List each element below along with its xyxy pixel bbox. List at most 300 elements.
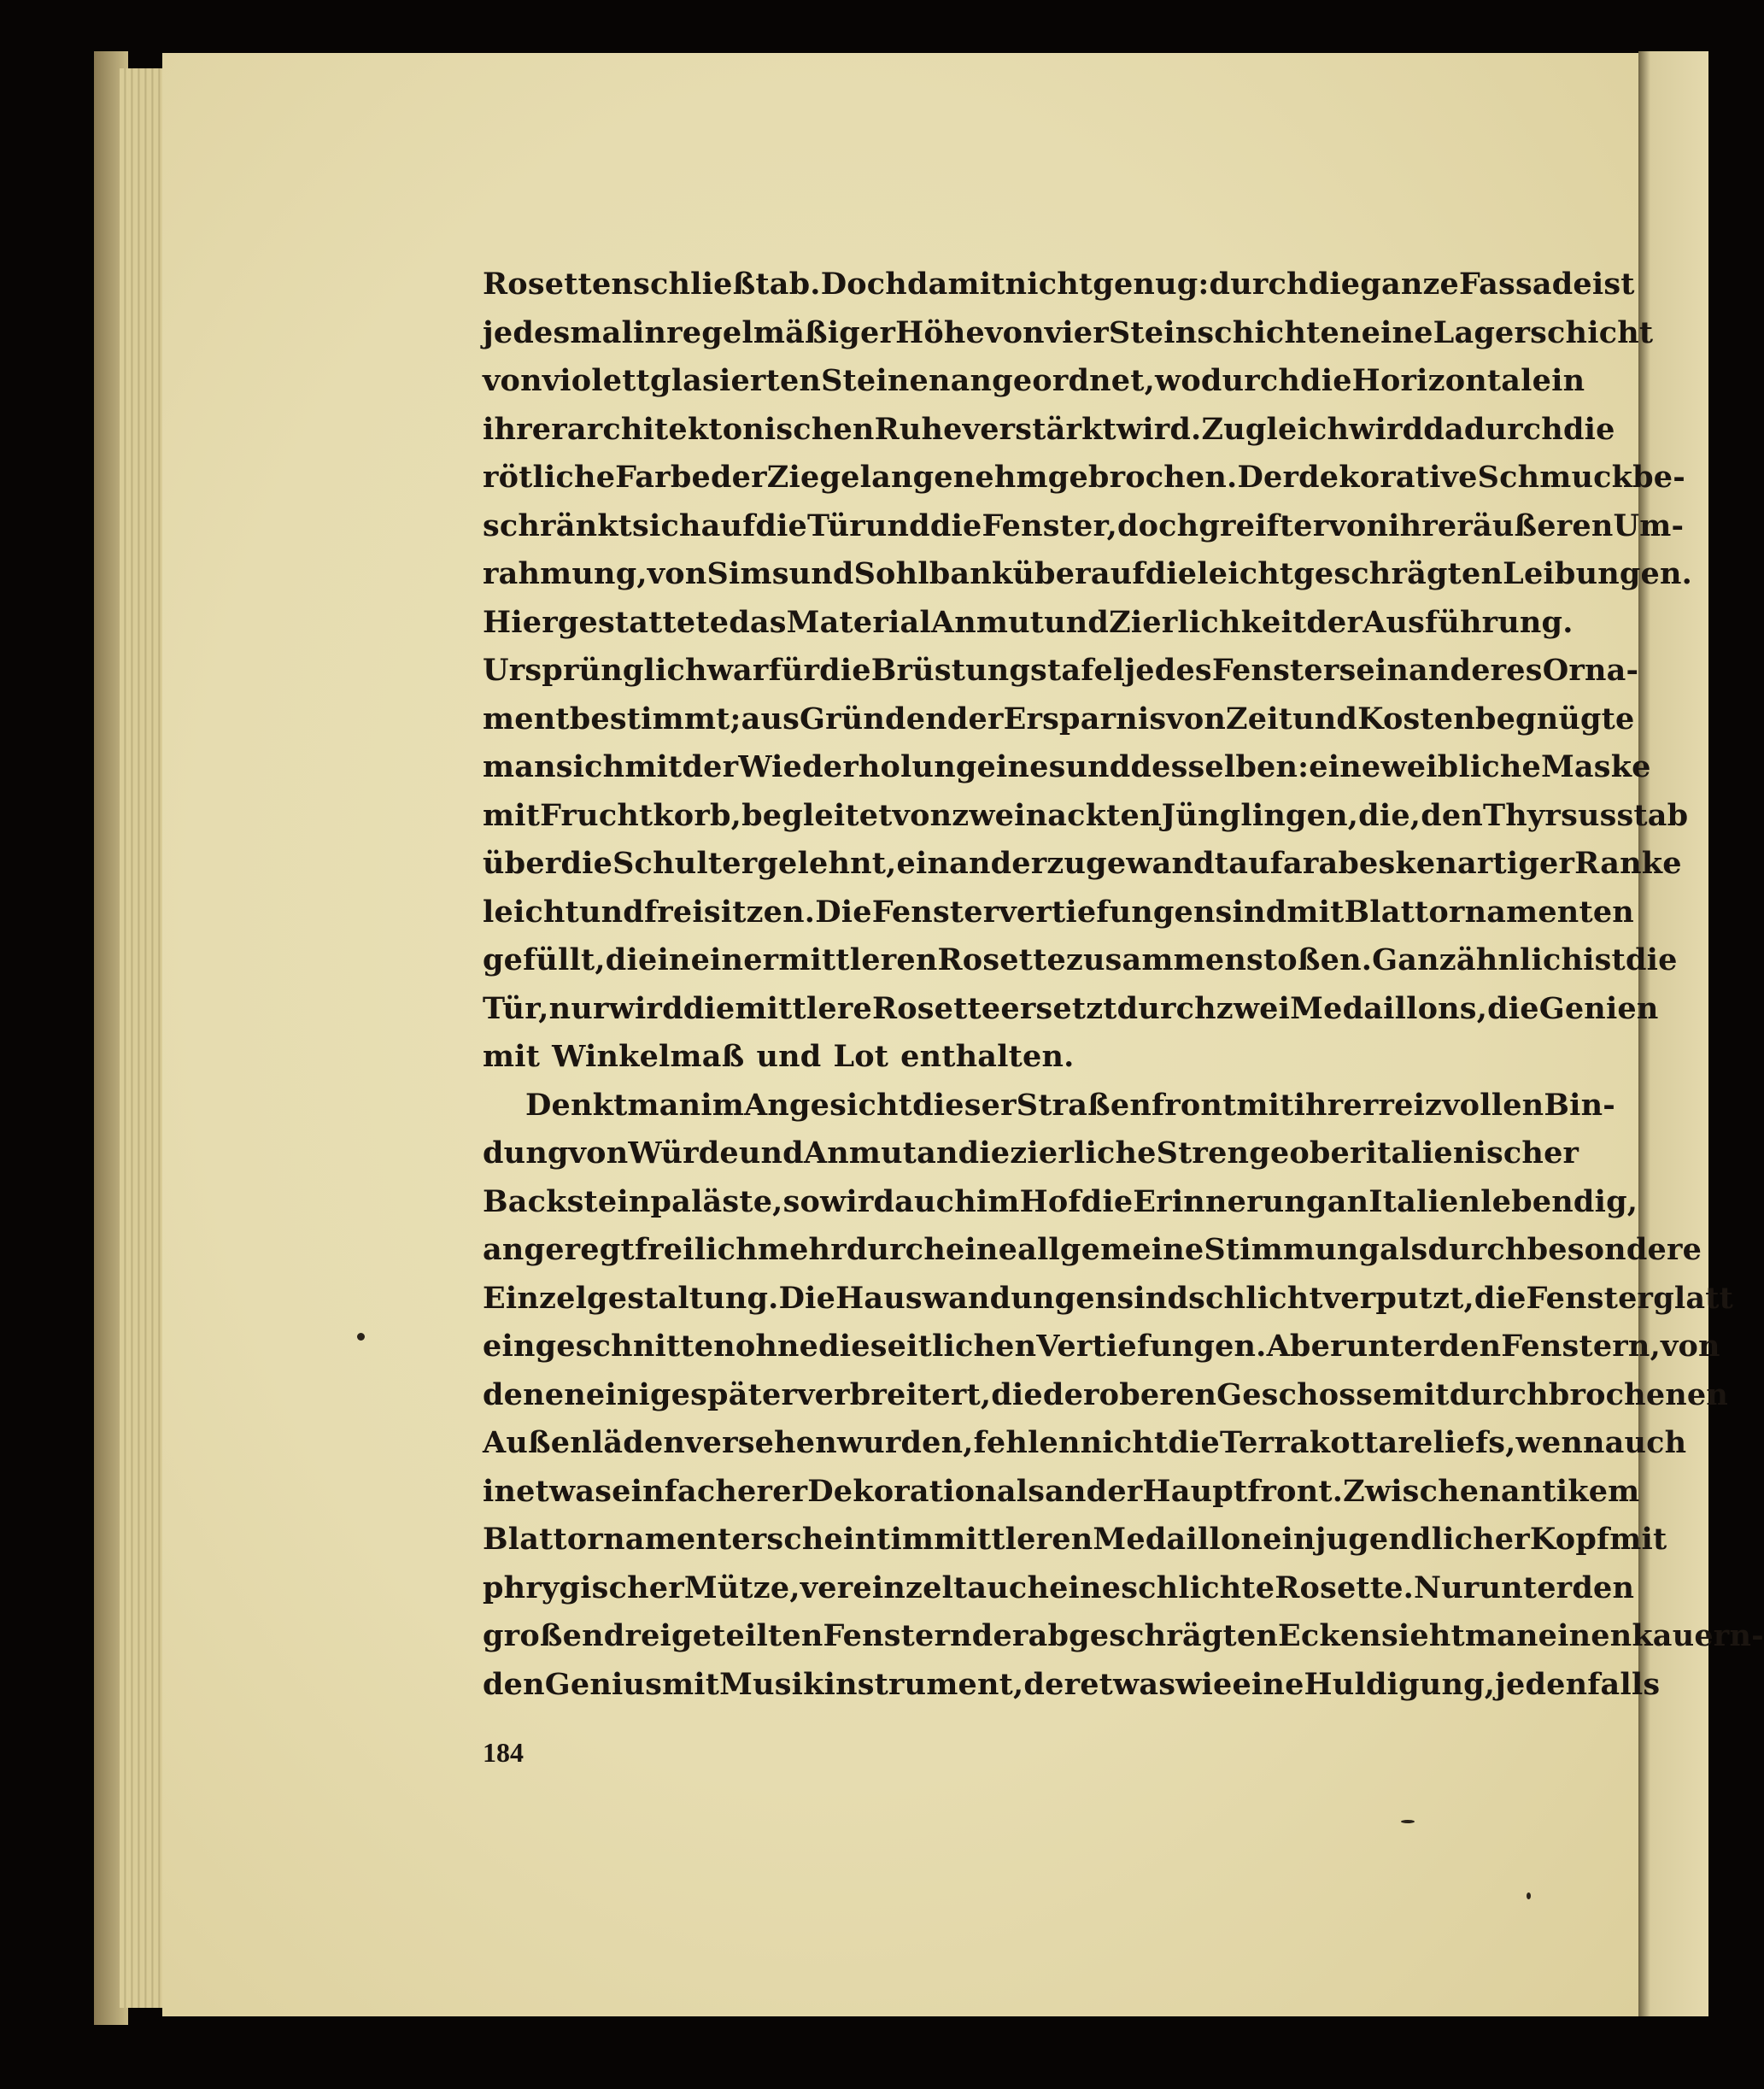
word: in xyxy=(483,1473,517,1509)
word: nicht xyxy=(1005,267,1093,302)
word: Genien xyxy=(1538,990,1659,1026)
word: eine xyxy=(1232,1666,1304,1702)
word: großen xyxy=(483,1618,604,1653)
word: Leibungen. xyxy=(1503,556,1693,591)
word: mit xyxy=(1236,1087,1294,1123)
word: glatt xyxy=(1653,1280,1733,1316)
word: Fenstervertiefungen xyxy=(871,894,1216,930)
word: im xyxy=(700,1087,744,1123)
word: Anmut xyxy=(930,604,1045,640)
word: Hauptfront. xyxy=(1142,1473,1344,1509)
word: ohne xyxy=(735,1329,819,1364)
word: von xyxy=(483,363,542,398)
word: der xyxy=(1306,604,1363,640)
word: die xyxy=(560,846,613,881)
word: Gründen xyxy=(800,701,947,736)
word: Orna- xyxy=(1542,653,1639,688)
text-line xyxy=(483,1130,1579,1178)
word: mit xyxy=(662,1666,720,1702)
word: die xyxy=(1308,267,1361,302)
text-line xyxy=(483,1516,1667,1564)
word: Wiederholung xyxy=(738,749,977,784)
text-line xyxy=(483,695,1635,744)
word: reizvollen xyxy=(1378,1087,1544,1123)
word: und xyxy=(579,894,644,930)
word: in xyxy=(657,942,691,977)
word: auch xyxy=(967,1570,1050,1605)
text-line xyxy=(483,647,1639,695)
text-line xyxy=(483,1661,1661,1710)
word: sind xyxy=(1215,894,1287,930)
word: an xyxy=(1327,1183,1369,1219)
word: Medaillon xyxy=(1093,1522,1263,1557)
word: der xyxy=(1086,1473,1143,1509)
word: den xyxy=(483,1666,545,1702)
word: ist xyxy=(1583,942,1626,977)
word: an xyxy=(917,1135,958,1171)
word: Medaillons, xyxy=(1290,990,1488,1026)
word: die xyxy=(1474,1280,1527,1316)
word: ganze xyxy=(1360,267,1460,302)
word: zusammenstoßen. xyxy=(1065,942,1373,977)
word: Fenstern xyxy=(823,1618,972,1653)
text-line xyxy=(483,889,1634,937)
word: auch xyxy=(1604,1425,1687,1460)
word: Italien xyxy=(1368,1183,1481,1219)
word: Steinen xyxy=(821,363,951,398)
word: mit xyxy=(483,1039,541,1074)
word: Doch xyxy=(820,267,907,302)
word: durch xyxy=(1427,1232,1527,1267)
word: bestimmt; xyxy=(569,701,741,736)
word: Horizontale xyxy=(1351,363,1552,398)
word: die xyxy=(929,508,982,543)
word: Ursprünglich xyxy=(483,653,707,688)
word: wodurch xyxy=(1155,363,1301,398)
word: Außenläden xyxy=(483,1425,686,1460)
word: ihrer xyxy=(1388,508,1473,543)
word: auf xyxy=(700,508,756,543)
word: an xyxy=(1045,1473,1087,1509)
word: Der xyxy=(1237,460,1299,495)
word: jugendlicher xyxy=(1315,1522,1530,1557)
word: Thyrsusstab xyxy=(1483,797,1689,833)
word: violett xyxy=(542,363,651,398)
word: leicht xyxy=(483,894,579,930)
word: angeregt xyxy=(483,1232,635,1267)
word: man xyxy=(1464,1618,1538,1653)
word: genug: xyxy=(1093,267,1210,302)
word: von xyxy=(892,797,952,833)
word: sich xyxy=(555,749,625,784)
word: ein xyxy=(1263,1522,1316,1557)
word: und xyxy=(756,1039,822,1074)
word: Ausführung. xyxy=(1363,604,1574,640)
word: im xyxy=(976,1183,1020,1219)
word: Steinschichten xyxy=(1108,314,1362,350)
word: mehr xyxy=(757,1232,847,1267)
word: sind xyxy=(1116,1280,1189,1316)
word: Geschosse xyxy=(1216,1376,1392,1412)
word: arabeskenartiger xyxy=(1282,846,1575,881)
word: ab. xyxy=(769,267,821,302)
word: jedenfalls xyxy=(1495,1666,1661,1702)
word: unter xyxy=(1479,1570,1573,1605)
word: Rosetten xyxy=(483,267,634,302)
word: Rosette xyxy=(871,990,1001,1026)
word: und xyxy=(788,556,854,591)
word: Mütze, xyxy=(683,1570,800,1605)
word: dreigeteilten xyxy=(603,1618,823,1653)
word: Hof xyxy=(1019,1183,1081,1219)
word: Brüstungstafel xyxy=(870,653,1125,688)
word: Nur xyxy=(1414,1570,1480,1605)
word: zugewandt xyxy=(1046,846,1229,881)
word: glasierten xyxy=(650,363,822,398)
word: die xyxy=(1145,556,1198,591)
word: den xyxy=(1439,1329,1502,1364)
word: Zugleich xyxy=(1201,411,1350,447)
word: als xyxy=(996,1473,1046,1509)
word: im xyxy=(890,1522,935,1557)
word: Genius xyxy=(544,1666,663,1702)
word: angenehm xyxy=(871,460,1048,495)
word: kauern- xyxy=(1632,1618,1764,1653)
text-line xyxy=(483,1564,1635,1613)
word: ersetzt xyxy=(1000,990,1117,1026)
word: gefüllt, xyxy=(483,942,606,977)
word: Straßenfront xyxy=(1016,1087,1237,1123)
word: wenn xyxy=(1515,1425,1605,1460)
word: Erinnerung xyxy=(1133,1183,1327,1219)
word: oberen xyxy=(1099,1376,1217,1412)
word: Die xyxy=(778,1280,836,1316)
word: greift xyxy=(1198,508,1294,543)
word: aus xyxy=(741,701,800,736)
word: be- xyxy=(1632,460,1685,495)
word: Anmut xyxy=(803,1135,917,1171)
word: Material xyxy=(786,604,931,640)
text-line xyxy=(483,936,1678,985)
word: den xyxy=(1572,1570,1635,1605)
text-line xyxy=(483,502,1685,551)
word: war xyxy=(706,653,769,688)
word: jedesmal xyxy=(483,314,633,350)
word: Blattornamenten xyxy=(1344,894,1634,930)
word: schlichte xyxy=(1121,1570,1275,1605)
word: die xyxy=(1487,990,1539,1026)
word: später xyxy=(690,1376,798,1412)
word: schließt xyxy=(633,267,770,302)
word: antikem xyxy=(1500,1473,1640,1509)
word: Jünglingen, xyxy=(1161,797,1359,833)
word: architektonischen xyxy=(566,411,875,447)
word: abgeschrägten xyxy=(1028,1618,1278,1653)
word: angeordnet, xyxy=(950,363,1156,398)
word: Um- xyxy=(1613,508,1685,543)
word: Rosette xyxy=(937,942,1066,977)
word: einfacherer xyxy=(612,1473,808,1509)
word: ähnlich xyxy=(1456,942,1584,977)
word: Blattornament xyxy=(483,1522,732,1557)
word: wurden, xyxy=(836,1425,974,1460)
word: die xyxy=(1625,942,1678,977)
word: eingeschnitten xyxy=(483,1329,735,1364)
word: zierliche xyxy=(1010,1135,1157,1171)
word: Fenstern, xyxy=(1501,1329,1661,1364)
word: Ersparnis xyxy=(1003,701,1167,736)
word: der xyxy=(971,1618,1029,1653)
word: die, xyxy=(1358,797,1421,833)
word: dadurch xyxy=(1423,411,1563,447)
word: erscheint xyxy=(731,1522,891,1557)
word: Fenster xyxy=(1526,1280,1654,1316)
word: leicht xyxy=(1197,556,1294,591)
word: die xyxy=(958,1135,1011,1171)
word: äußeren xyxy=(1472,508,1614,543)
word: in xyxy=(633,314,667,350)
body-text xyxy=(483,261,1764,1709)
word: Zwischen xyxy=(1343,1473,1501,1509)
word: desselben: xyxy=(1130,749,1310,784)
word: und xyxy=(864,508,930,543)
word: eine xyxy=(1361,314,1433,350)
word: gelehnt, xyxy=(757,846,897,881)
word: vereinzelt xyxy=(800,1570,968,1605)
word: Höhe xyxy=(895,314,986,350)
word: verputzt, xyxy=(1322,1280,1474,1316)
word: für xyxy=(768,653,820,688)
word: unter xyxy=(1345,1329,1439,1364)
word: wie xyxy=(1175,1666,1233,1702)
text-line xyxy=(483,840,1682,889)
word: Fenster, xyxy=(982,508,1117,543)
word: Zeit xyxy=(1226,701,1293,736)
word: von xyxy=(647,556,707,591)
word: Schulter xyxy=(612,846,758,881)
word: Farbe xyxy=(615,460,711,495)
word: der xyxy=(710,460,767,495)
word: Stimmung xyxy=(1204,1232,1380,1267)
word: wird. xyxy=(1116,411,1202,447)
text-line xyxy=(483,1226,1702,1275)
word: mit xyxy=(1609,1522,1667,1557)
word: eine xyxy=(945,1232,1018,1267)
word: Huldigung, xyxy=(1304,1666,1496,1702)
word: eines xyxy=(976,749,1066,784)
word: die xyxy=(1081,1183,1134,1219)
word: Ganz xyxy=(1372,942,1456,977)
word: Ruhe xyxy=(874,411,963,447)
word: die xyxy=(1300,363,1352,398)
word: von xyxy=(1328,508,1389,543)
word: mittlere xyxy=(735,990,872,1026)
word: ihrer xyxy=(483,411,567,447)
word: die xyxy=(1168,1425,1220,1460)
paper-speck xyxy=(357,1333,365,1341)
word: über xyxy=(1012,556,1091,591)
text-line xyxy=(483,792,1689,841)
word: Fensters xyxy=(1211,653,1357,688)
word: durch xyxy=(1116,990,1216,1026)
word: Vertiefungen. xyxy=(1036,1329,1267,1364)
word: allgemeine xyxy=(1017,1232,1204,1267)
word: verstärkt xyxy=(962,411,1116,447)
text-line xyxy=(483,1612,1764,1661)
word: auch xyxy=(894,1183,976,1219)
word: Würde xyxy=(628,1135,739,1171)
word: Ecken xyxy=(1278,1618,1381,1653)
word: auf xyxy=(1090,556,1146,591)
word: wird xyxy=(1349,411,1424,447)
word: die xyxy=(1562,411,1615,447)
word: der xyxy=(1023,1666,1081,1702)
word: schränkt xyxy=(483,508,633,543)
word: Ziegel xyxy=(766,460,872,495)
word: Winkelmaß xyxy=(552,1039,745,1074)
word: Sims xyxy=(706,556,789,591)
text-line xyxy=(483,309,1654,358)
text-line xyxy=(483,261,1635,309)
word: damit xyxy=(906,267,1005,302)
word: von xyxy=(1166,701,1227,736)
word: ist xyxy=(1591,267,1635,302)
text-line xyxy=(483,985,1659,1034)
word: so xyxy=(782,1183,821,1219)
word: einer xyxy=(690,942,779,977)
word: sitzen. xyxy=(703,894,816,930)
word: von xyxy=(985,314,1045,350)
word: doch xyxy=(1116,508,1199,543)
word: begnügte xyxy=(1474,701,1635,736)
word: als xyxy=(1380,1232,1428,1267)
text-line xyxy=(483,1419,1687,1468)
word: mittleren xyxy=(934,1522,1093,1557)
word: einige xyxy=(585,1376,691,1412)
word: mit xyxy=(483,797,541,833)
text-line xyxy=(483,1323,1720,1371)
word: mit xyxy=(624,749,683,784)
word: und xyxy=(1044,604,1110,640)
word: wird xyxy=(608,990,683,1026)
word: Lot xyxy=(833,1039,889,1074)
text-line xyxy=(483,1275,1733,1323)
text-line xyxy=(483,599,1574,648)
word: Einzelgestaltung. xyxy=(483,1280,779,1316)
text-line xyxy=(483,406,1615,455)
text-line xyxy=(483,1033,1478,1082)
word: man xyxy=(483,749,556,784)
word: über xyxy=(483,846,561,881)
word: Denkt xyxy=(525,1087,628,1123)
word: von xyxy=(568,1135,629,1171)
word: ihrer xyxy=(1293,1087,1379,1123)
word: dung xyxy=(483,1135,569,1171)
word: enthalten. xyxy=(900,1039,1075,1074)
word: fehlen xyxy=(973,1425,1081,1460)
word: Hier xyxy=(483,604,558,640)
text-line xyxy=(483,454,1685,502)
word: Kosten xyxy=(1357,701,1475,736)
word: in xyxy=(1551,363,1585,398)
word: Angesicht xyxy=(743,1087,913,1123)
word: man xyxy=(627,1087,701,1123)
word: denen xyxy=(483,1376,586,1412)
word: sich xyxy=(632,508,701,543)
word: gestattete xyxy=(557,604,730,640)
word: und xyxy=(1065,749,1131,784)
word: geschrägten xyxy=(1293,556,1503,591)
word: gebrochen. xyxy=(1047,460,1238,495)
word: Die xyxy=(815,894,872,930)
word: Bin- xyxy=(1544,1087,1615,1123)
word: Aber xyxy=(1266,1329,1346,1364)
word: durch xyxy=(1209,267,1309,302)
word: Lagerschicht xyxy=(1433,314,1654,350)
word: er xyxy=(1293,508,1329,543)
word: und xyxy=(738,1135,804,1171)
word: schlicht xyxy=(1188,1280,1323,1316)
word: Schmuck xyxy=(1477,460,1633,495)
text-line xyxy=(483,1371,1729,1420)
word: der xyxy=(682,749,739,784)
word: rahmung, xyxy=(483,556,648,591)
word: oberitalienischer xyxy=(1289,1135,1579,1171)
word: mittleren xyxy=(778,942,938,977)
word: weibliche xyxy=(1380,749,1541,784)
word: Terrakottareliefs, xyxy=(1219,1425,1516,1460)
word: besondere xyxy=(1527,1232,1702,1267)
word: einander xyxy=(896,846,1047,881)
word: freilich xyxy=(634,1232,758,1267)
word: der xyxy=(946,701,1004,736)
word: die xyxy=(991,1376,1043,1412)
word: ment xyxy=(483,701,570,736)
word: den xyxy=(1421,797,1483,833)
word: Zierlichkeit xyxy=(1109,604,1307,640)
word: Dekoration xyxy=(807,1473,997,1509)
word: vier xyxy=(1044,314,1109,350)
word: Sohlbank xyxy=(853,556,1013,591)
word: die xyxy=(755,508,808,543)
word: anderes xyxy=(1409,653,1543,688)
word: dieser xyxy=(912,1087,1017,1123)
word: die xyxy=(683,990,735,1026)
word: durchbrochenen xyxy=(1449,1376,1729,1412)
word: Fruchtkorb, xyxy=(540,797,742,833)
word: Ranke xyxy=(1574,846,1682,881)
paper-speck xyxy=(1401,1820,1415,1823)
text-line xyxy=(483,1082,1615,1130)
word: die xyxy=(818,1329,870,1364)
word: ein xyxy=(1356,653,1409,688)
word: die xyxy=(819,653,871,688)
word: einen xyxy=(1538,1618,1632,1653)
word: Strenge xyxy=(1156,1135,1290,1171)
text-line xyxy=(483,1178,1638,1227)
word: Fassade xyxy=(1459,267,1592,302)
word: Backsteinpaläste, xyxy=(483,1183,783,1219)
word: lebendig, xyxy=(1480,1183,1638,1219)
word: Tür xyxy=(807,508,865,543)
page-number: 184 xyxy=(483,1737,524,1768)
paper-speck xyxy=(1527,1892,1531,1899)
word: zwei xyxy=(952,797,1026,833)
word: rötliche xyxy=(483,460,616,495)
word: phrygischer xyxy=(483,1570,684,1605)
word: zwei xyxy=(1216,990,1291,1026)
word: frei xyxy=(643,894,704,930)
